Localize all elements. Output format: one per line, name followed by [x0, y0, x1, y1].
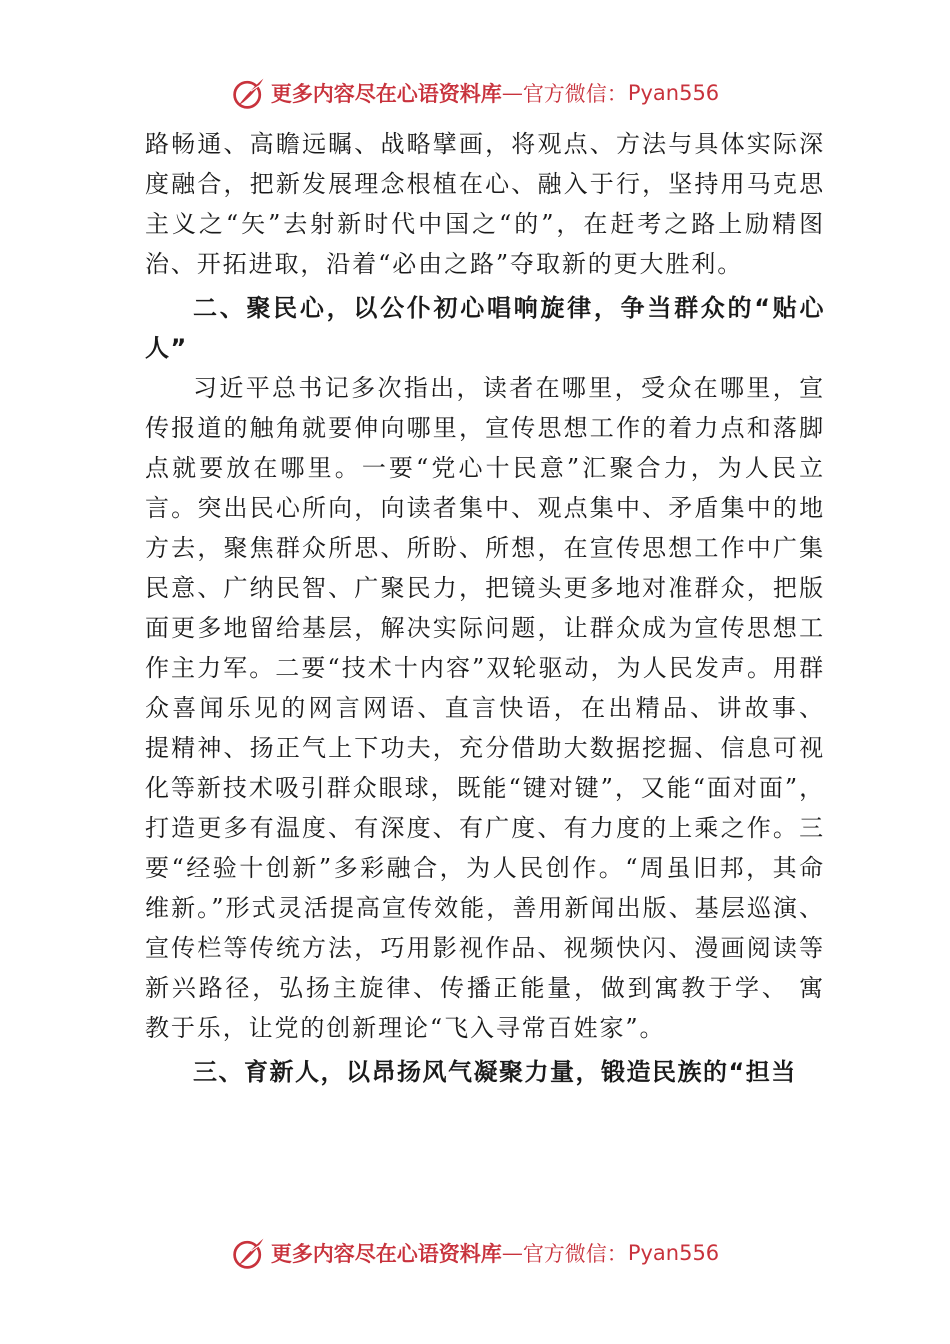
watermark-wechat-id: Pyan556: [627, 81, 720, 105]
footer-watermark: [0, 1233, 950, 1273]
feather-circle-logo-icon: [231, 75, 267, 111]
feather-circle-logo-icon: [231, 1235, 267, 1271]
section-heading-2: 二、聚民心，以公仆初心唱响旋律，争当群众的“贴心人”: [145, 294, 825, 362]
document-body: [145, 124, 825, 1092]
paragraph-continuation: 路畅通、高瞻远瞩、战略擘画，将观点、方法与具体实际深度融合，把新发展理念根植在心、融入于行，坚持用马克思主义之“矢”去射新时代中国之“的”，在赶考之路上励精图治、开拓进取，沿着“必由之路”夺取新的更大胜利。: [145, 130, 825, 278]
watermark-separator: —: [501, 1241, 523, 1265]
watermark-wechat-label: 官方微信：: [522, 1242, 628, 1266]
watermark-wechat-label: 官方微信：: [522, 82, 628, 106]
paragraph-section-2: 习近平总书记多次指出，读者在哪里，受众在哪里，宣传报道的触角就要伸向哪里，宣传思想工作的着力点和落脚点就要放在哪里。一要“党心十民意”汇聚合力，为人民立言。突出民心所向，向读者集中、观点集中、矛盾集中的地方去，聚焦群众所思、所盼、所想，在宣传思想工作中广集民意、广纳民智、广聚民力，把镜头更多地对准群众，把版面更多地留给基层，解决实际问题，让群众成为宣传思想工作主力军。二要“技术十内容”双轮驱动，为人民发声。用群众喜闻乐见的网言网语、直言快语，在出精品、讲故事、 提精神、扬正气上下功夫，充分借助大数据挖掘、信息可视化等新技术吸引群众眼球，既能“键对键”，又能“面对面”，打造更多有温度、有深度、有广度、有力度的上乘之作。三要“经验十创新”多彩融合，为人民创作。“周虽旧邦，其命维新。”形式灵活提高宣传效能，善用新闻出版、基层巡演、宣传栏等传统方法，巧用影视作品、视频快闪、漫画阅读等新兴路径，弘扬主旋律、传播正能量，做到寓教于学、 寓教于乐，让党的创新理论“飞入寻常百姓家”。: [145, 374, 825, 1042]
watermark-site-name: 更多内容尽在心语资料库: [270, 81, 502, 106]
section-heading-3: 三、育新人，以昂扬风气凝聚力量，锻造民族的“担当: [193, 1058, 797, 1086]
header-watermark: [0, 73, 950, 113]
watermark-site-name: 更多内容尽在心语资料库: [270, 1241, 502, 1266]
watermark-wechat-id: Pyan556: [627, 1241, 720, 1265]
watermark-separator: —: [501, 81, 523, 105]
